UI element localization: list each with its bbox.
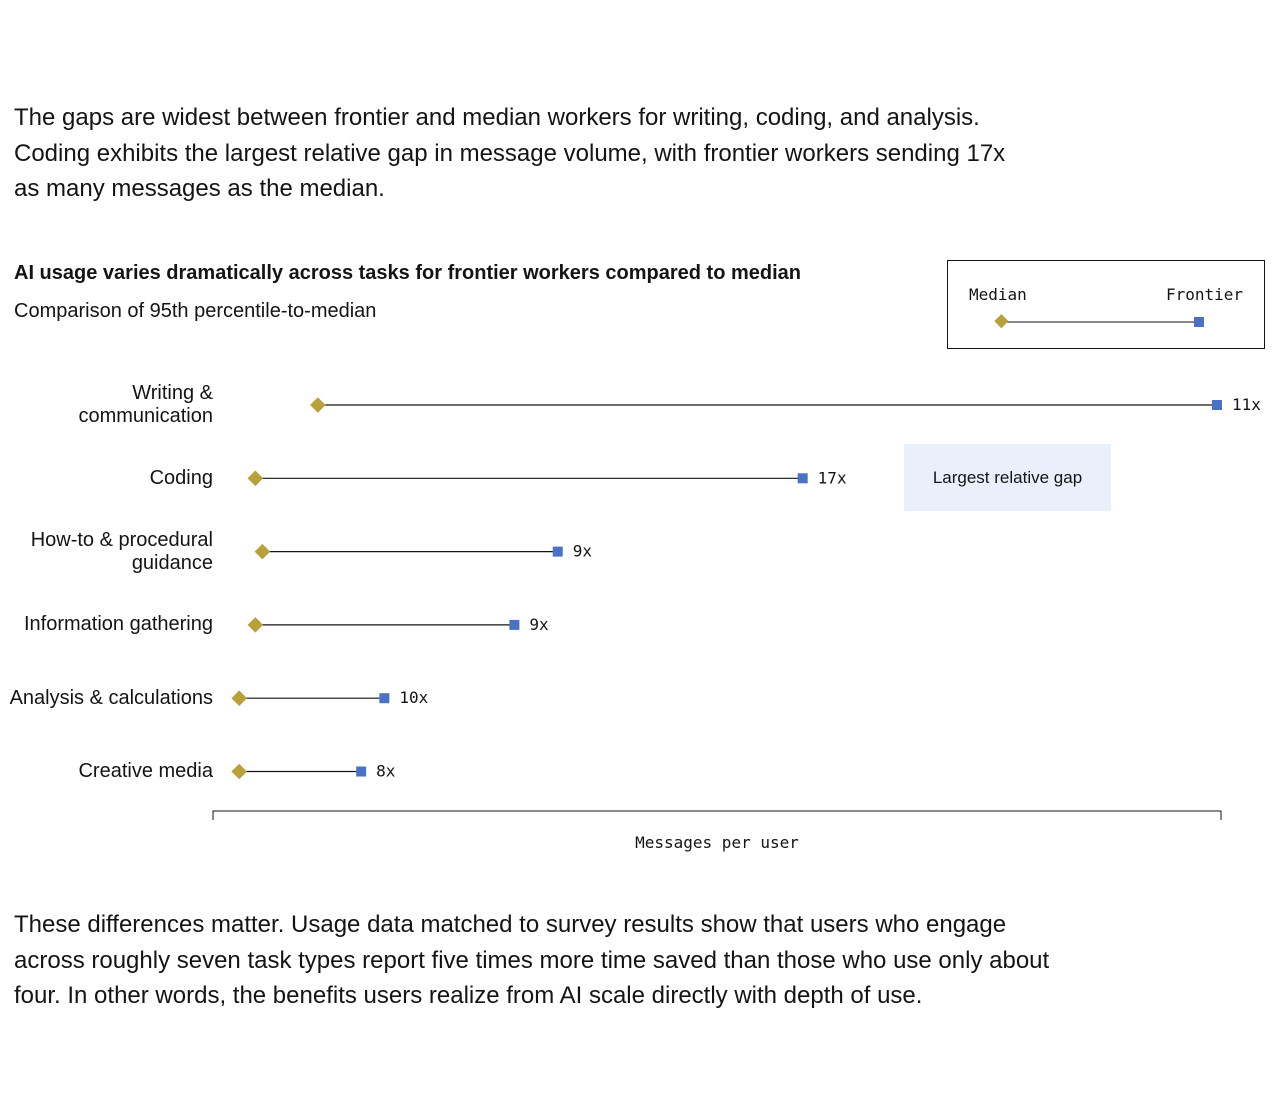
category-label-how-to-procedural-guidance: How-to & procedural guidance [30, 528, 213, 574]
largest-gap-annotation: Largest relative gap [904, 444, 1111, 511]
frontier-marker-creative-media [356, 767, 366, 777]
legend-frontier-label: Frontier [1165, 285, 1243, 304]
ratio-label-writing-communication: 11x [1231, 395, 1261, 414]
category-label-analysis-calculations: Analysis & calculations [9, 686, 213, 709]
category-label-creative-media: Creative media [78, 760, 213, 782]
intro-paragraph: The gaps are widest between frontier and median workers for writing, coding, and analysis. Coding exhibits the largest relative gap in message volume, with frontier workers sending 17x as many messages as the median. [14, 104, 1006, 202]
median-marker-creative-media [231, 764, 247, 780]
category-label-coding: Coding [149, 466, 213, 489]
x-axis-line [213, 811, 1221, 820]
x-axis-label: Messages per user [635, 833, 799, 852]
ratio-label-analysis-calculations: 10x [399, 688, 429, 708]
category-label-writing-communication: Writing & communication [78, 382, 213, 427]
median-marker-how-to-procedural-guidance [255, 544, 271, 560]
outro-paragraph: These differences matter. Usage data matched to survey results show that users who engage across roughly seven task types report five times more time saved than those who use only about four. In other words, the benefits users realize from AI scale directly with depth of use. [14, 911, 1050, 1009]
ratio-label-information-gathering: 9x [529, 614, 549, 634]
legend-median-label: Median [969, 285, 1027, 304]
frontier-marker-how-to-procedural-guidance [553, 547, 563, 557]
frontier-marker-writing-communication [1212, 400, 1222, 410]
chart-title: AI usage varies dramatically across tasks for frontier workers compared to median [14, 262, 801, 284]
frontier-marker-information-gathering [509, 620, 519, 630]
ratio-label-how-to-procedural-guidance: 9x [572, 541, 593, 561]
frontier-marker-analysis-calculations [379, 693, 389, 703]
ratio-label-creative-media: 8x [376, 761, 396, 781]
chart-subtitle: Comparison of 95th percentile-to-median [14, 300, 377, 322]
median-marker-writing-communication [310, 397, 326, 413]
ratio-label-coding: 17x [817, 468, 847, 488]
median-marker-information-gathering [248, 617, 264, 633]
frontier-marker-coding [798, 473, 808, 483]
median-marker-coding [248, 471, 264, 487]
median-marker-analysis-calculations [231, 690, 247, 706]
category-label-information-gathering: Information gathering [23, 613, 213, 636]
